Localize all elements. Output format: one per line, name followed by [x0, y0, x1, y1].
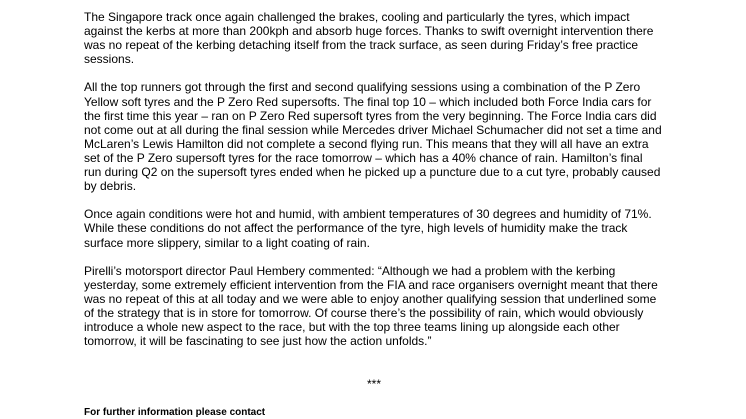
text-line: set of the P Zero supersoft tyres for the race tomorrow – which has a 40% chance of rain. Hamilton’s final	[84, 150, 643, 165]
text-line: Once again conditions were hot and humid, with ambient temperatures of 30 degrees and humidity of 71%.	[84, 207, 652, 222]
text-line: sessions.	[84, 52, 135, 67]
paragraph-track-conditions	[84, 10, 684, 66]
text-line: against the kerbs at more than 200kph and absorb huge forces. Thanks to swift overnight intervention there	[84, 24, 654, 39]
section-separator: ***	[367, 377, 382, 391]
text-line: introduce a whole new aspect to the race, but with the top three teams lining up alongside each other	[84, 320, 620, 335]
text-line: was no repeat of the kerbing detaching itself from the track surface, as seen during Friday’s free practice	[84, 38, 639, 53]
text-line: Pirelli’s motorsport director Paul Hembery commented: “Although we had a problem with the kerbing	[84, 263, 616, 278]
text-line: run during Q2 on the supersoft tyres ended when he picked up a puncture due to a cut tyre, probably caused	[84, 165, 661, 180]
text-line: The Singapore track once again challenged the brakes, cooling and particularly the tyres, which impact	[84, 10, 630, 24]
text-line: by debris.	[84, 179, 137, 194]
text-line: All the top runners got through the first and second qualifying sessions using a combination of the P Zero	[84, 80, 641, 95]
paragraph-quote	[84, 264, 684, 349]
text-line: McLaren’s Lewis Hamilton did not complete a second flying run. This means that they will all have an extra	[84, 136, 649, 151]
text-line: was no repeat of this at all today and we were able to enjoy another qualifying session that underlined some	[84, 291, 657, 306]
text-line: the first time this year – ran on P Zero Red supersoft tyres from the very beginning. The Force India cars did	[84, 108, 657, 123]
contact-heading: For further information please contact	[84, 407, 266, 418]
paragraph-qualifying	[84, 80, 684, 193]
text-line: not come out at all during the final session while Mercedes driver Michael Schumacher did not set a time and	[84, 122, 662, 137]
paragraph-weather	[84, 207, 684, 249]
text-line: yesterday, some extremely efficient intervention from the FIA and race organisers overnight meant that there	[84, 277, 658, 292]
text-line: tomorrow, it will be fascinating to see just how the action unfolds.”	[84, 334, 432, 349]
text-line: surface more slippery, similar to a light coating of rain.	[84, 235, 370, 250]
text-line: of the strategy that is in store for tomorrow. Of course there’s the possibility of rain, which would obviously	[84, 305, 644, 320]
article-body	[84, 10, 684, 362]
text-line: Yellow soft tyres and the P Zero Red supersofts. The final top 10 – which included both Force India cars for	[84, 94, 652, 109]
text-line: While these conditions do not affect the performance of the tyre, high levels of humidity make the track	[84, 221, 628, 236]
